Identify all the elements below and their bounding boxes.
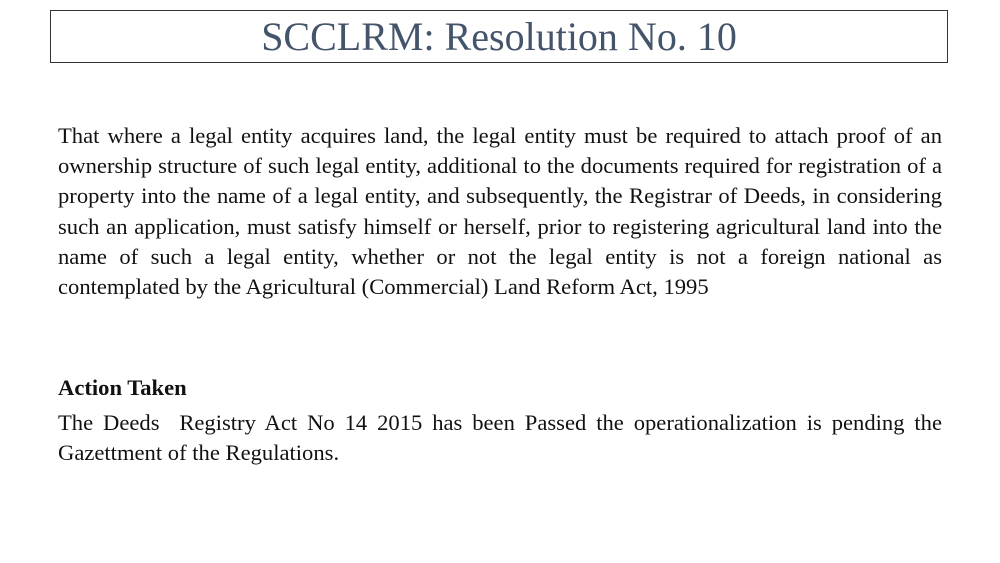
page-title: SCCLRM: Resolution No. 10	[261, 13, 737, 59]
title-box	[50, 10, 948, 63]
action-taken-text: The Deeds Registry Act No 14 2015 has been Passed the operationalization is pending the Gazettment of the Regulations.	[58, 410, 948, 466]
resolution-text: That where a legal entity acquires land, the legal entity must be required to attach proof of an ownership structure of such legal entity, additional to the documents required for registration of a property into the name of a legal entity, and subsequently, the Registrar of Deeds, in considering such an application, must satisfy himself or herself, prior to registering agricultural land into the name of such a legal entity, whether or not the legal entity is not a foreign national as contemplated by the Agricultural (Commercial) Land Reform Act, 1995	[58, 123, 942, 300]
action-taken-heading: Action Taken	[58, 375, 187, 400]
